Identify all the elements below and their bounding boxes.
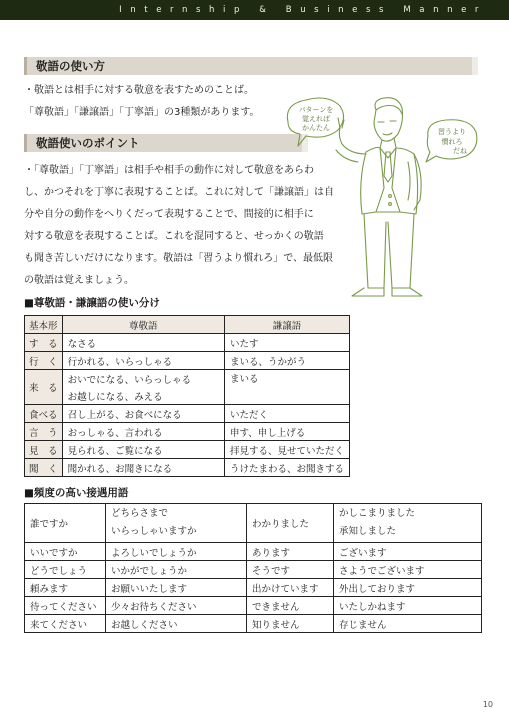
- column-header: 謙譲語: [224, 316, 349, 334]
- cell-base: 行 く: [25, 352, 63, 370]
- cell-polite: ございます: [334, 543, 482, 561]
- text-line: の敬語は覚えましょう。: [24, 275, 134, 286]
- text-line: し、かつそれを丁寧に表現することば。これに対して「謙譲語」は自: [24, 187, 334, 198]
- cell-sonkei: おっしゃる、言われる: [62, 423, 224, 441]
- table-row: [25, 615, 482, 633]
- cell-base: 見 る: [25, 441, 63, 459]
- cell-base: 聞 く: [25, 459, 63, 477]
- cell-polite: 少々お待ちください: [106, 597, 247, 615]
- section1-text: [24, 80, 260, 124]
- cell-polite: さようでございます: [334, 561, 482, 579]
- cell-polite: お願いいたします: [106, 579, 247, 597]
- cell-casual: いいですか: [25, 543, 106, 561]
- cell-sonkei: なさる: [62, 334, 224, 352]
- cell-casual: あります: [247, 543, 334, 561]
- cell-line: 承知しました: [339, 526, 397, 537]
- honorific-humble-table: [24, 315, 350, 477]
- table-row: [25, 352, 350, 370]
- cell-casual: できません: [247, 597, 334, 615]
- cell-sonkei: おいでになる、いらっしゃる: [62, 370, 224, 388]
- table-header-row: [25, 316, 350, 334]
- text-line: も聞き苦しいだけになります。敬語は「習うより慣れろ」で、最低限: [24, 253, 333, 264]
- section-title: 敬語使いのポイント: [36, 136, 140, 150]
- cell-polite: いたしかねます: [334, 597, 482, 615]
- table-row: [25, 441, 350, 459]
- table-row: [25, 504, 482, 543]
- page-number: 10: [482, 700, 493, 709]
- text-line: 「尊敬語」「謙譲語」「丁寧語」の3種類があります。: [24, 107, 260, 118]
- cell-casual: 来てください: [25, 615, 106, 633]
- cell-base: 言 う: [25, 423, 63, 441]
- businessman-illustration: [280, 92, 490, 302]
- cell-polite: いかがでしょうか: [106, 561, 247, 579]
- cell-casual: わかりました: [247, 504, 334, 543]
- bubble-right-line: 習うより: [438, 128, 466, 136]
- table-row: [25, 405, 350, 423]
- text-line: ・「尊敬語」「丁寧語」は相手や相手の動作に対して敬意をあらわ: [24, 165, 314, 176]
- cell-polite: 存じません: [334, 615, 482, 633]
- cell-base: 食べる: [25, 405, 63, 423]
- table-row: [25, 423, 350, 441]
- text-line: ・敬語とは相手に対する敬意を表すためのことば。: [24, 85, 254, 96]
- cell-sonkei: 聞かれる、お聞きになる: [62, 459, 224, 477]
- cell-kenjo: 拝見する、見せていただく: [224, 441, 349, 459]
- cell-casual: 知りません: [247, 615, 334, 633]
- cell-kenjo: いたす: [224, 334, 349, 352]
- column-header: 基本形: [25, 316, 63, 334]
- cell-casual: 出かけています: [247, 579, 334, 597]
- cell-casual: そうです: [247, 561, 334, 579]
- table-row: [25, 561, 482, 579]
- column-header: 尊敬語: [62, 316, 224, 334]
- bubble-right-line: だね: [453, 147, 467, 155]
- cell-line: どちらさまで: [111, 508, 169, 519]
- cell-base: 来 る: [25, 370, 63, 405]
- cell-sonkei: 行かれる、いらっしゃる: [62, 352, 224, 370]
- cell-casual: 頼みます: [25, 579, 106, 597]
- table-row: [25, 370, 350, 388]
- cell-sonkei: 見られる、ご覧になる: [62, 441, 224, 459]
- cell-polite: お越しください: [106, 615, 247, 633]
- cell-line: いらっしゃいますか: [111, 526, 197, 537]
- header-banner: Internship & Business Manner: [0, 0, 509, 20]
- cell-kenjo: まいる、うかがう: [224, 352, 349, 370]
- table1-title: ■尊敬語・謙譲語の使い分け: [24, 297, 160, 309]
- cell-base: す る: [25, 334, 63, 352]
- cell-kenjo: いただく: [224, 405, 349, 423]
- text-line: 対する敬意を表現することば。これを混同すると、せっかくの敬語: [24, 231, 324, 242]
- cell-casual: 誰ですか: [25, 504, 106, 543]
- section-heading-keigo-points: [24, 134, 302, 152]
- table-row: [25, 597, 482, 615]
- table-row: [25, 334, 350, 352]
- cell-polite: 外出しております: [334, 579, 482, 597]
- text-line: 分や自分の動作をへりくだって表現することで、間接的に相手に: [24, 209, 314, 220]
- cell-casual: 待ってください: [25, 597, 106, 615]
- cell-line: かしこまりました: [339, 508, 416, 519]
- cell-sonkei: お越しになる、みえる: [62, 387, 224, 405]
- cell-polite: [106, 504, 247, 543]
- bubble-left-line: かんたん: [302, 124, 330, 132]
- cell-polite: [334, 504, 482, 543]
- section-title: 敬語の使い方: [36, 59, 105, 73]
- cell-sonkei: 召し上がる、お食べになる: [62, 405, 224, 423]
- table-row: [25, 543, 482, 561]
- table-row: [25, 579, 482, 597]
- table2-title: ■頻度の高い接遇用語: [24, 487, 129, 499]
- cell-polite: よろしいでしょうか: [106, 543, 247, 561]
- bubble-right-line: 慣れろ: [441, 138, 463, 146]
- table-row: [25, 459, 350, 477]
- section-heading-keigo-usage: [24, 57, 472, 75]
- cell-casual: どうでしょう: [25, 561, 106, 579]
- bubble-left-line: 覚えれば: [302, 115, 330, 123]
- polite-phrases-table: [24, 503, 482, 633]
- cell-kenjo: うけたまわる、お聞きする: [224, 459, 349, 477]
- bubble-left-line: パターンを: [298, 106, 334, 114]
- cell-kenjo: まいる: [224, 370, 349, 405]
- cell-kenjo: 申す、申し上げる: [224, 423, 349, 441]
